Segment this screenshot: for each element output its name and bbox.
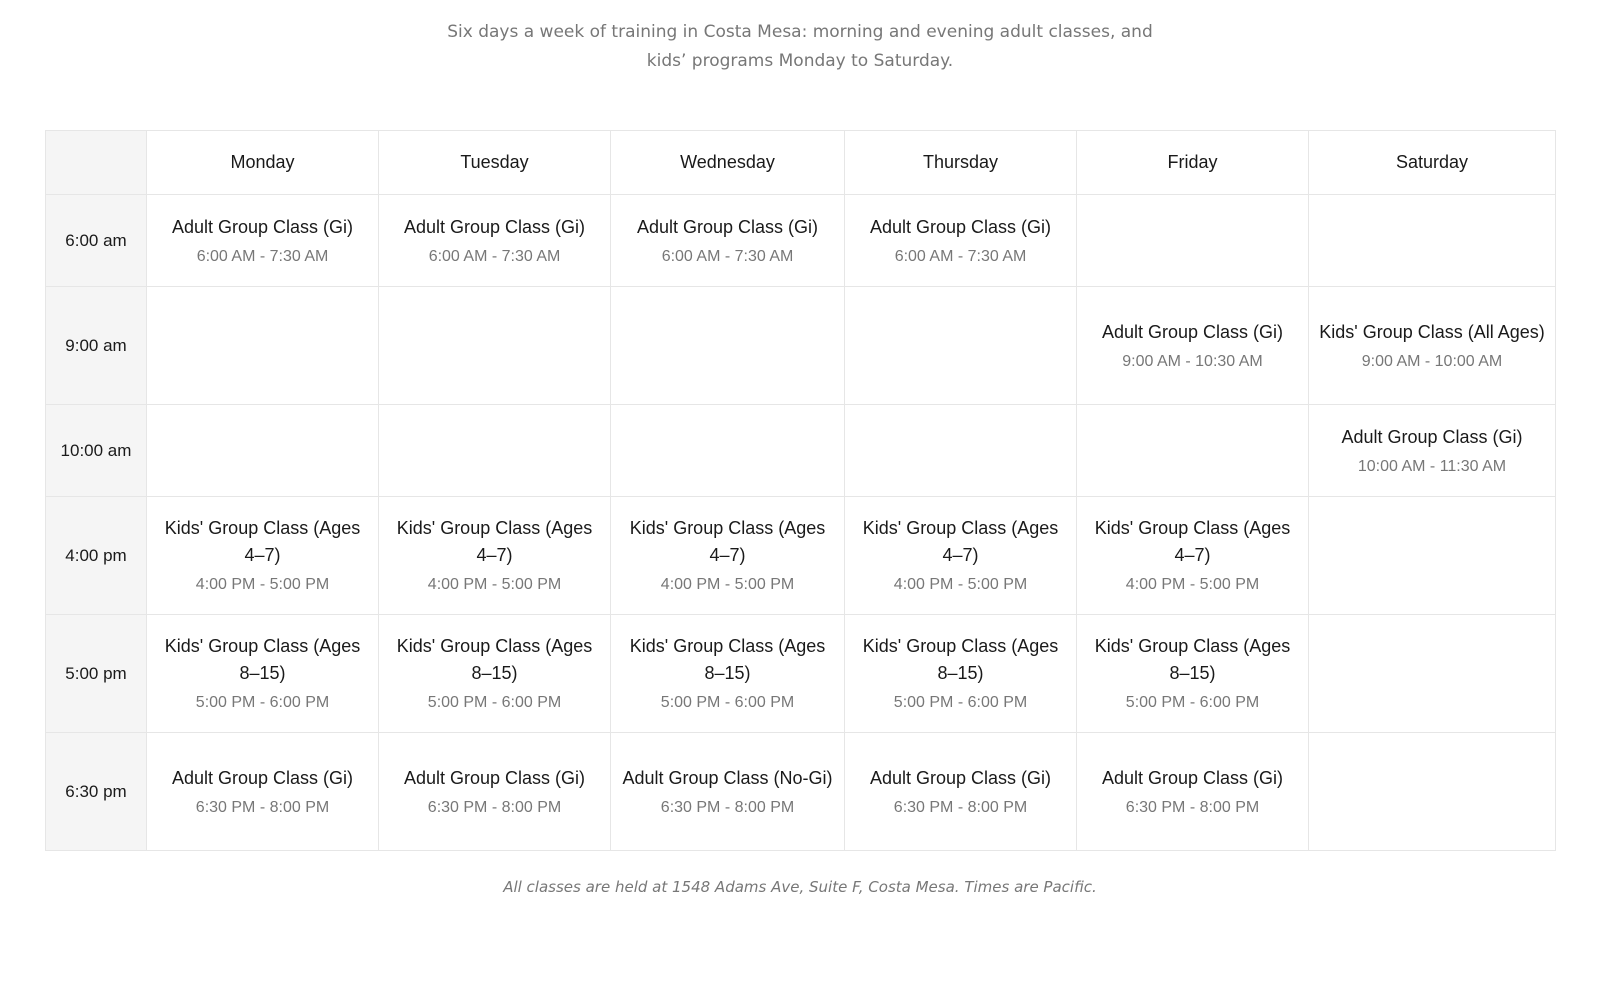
class-cell — [379, 195, 611, 287]
class-name: Adult Group Class (Gi) — [1341, 426, 1523, 447]
corner-cell — [46, 131, 147, 195]
class-time: 6:30 PM - 8:00 PM — [660, 798, 795, 816]
time-slot-label: 6:30 pm — [46, 733, 147, 851]
class-time: 4:00 PM - 5:00 PM — [1125, 576, 1260, 593]
class-time: 4:00 PM - 5:00 PM — [427, 576, 562, 593]
time-row — [46, 195, 1556, 287]
class-name: Adult Group Class (Gi) — [403, 216, 586, 237]
class-schedule-table — [45, 130, 1556, 851]
class-cell — [845, 195, 1077, 287]
time-row — [46, 497, 1556, 615]
class-name: Adult Group Class (Gi) — [869, 216, 1052, 237]
class-time: 5:00 PM - 6:00 PM — [427, 694, 562, 711]
day-header-thursday: Thursday — [845, 131, 1077, 195]
class-cell — [611, 733, 845, 851]
time-row — [46, 615, 1556, 733]
class-time: 9:00 AM - 10:00 AM — [1361, 352, 1503, 370]
class-time: 6:00 AM - 7:30 AM — [196, 247, 329, 265]
class-cell — [845, 615, 1077, 733]
class-name: Adult Group Class (No-Gi) — [622, 767, 833, 788]
day-header-row — [46, 131, 1556, 195]
class-name: Kids' Group Class (Ages 8–15) — [629, 636, 826, 683]
empty-cell — [147, 405, 379, 497]
day-header-saturday: Saturday — [1309, 131, 1556, 195]
time-row — [46, 733, 1556, 851]
day-header-wednesday: Wednesday — [611, 131, 845, 195]
class-time: 6:00 AM - 7:30 AM — [661, 247, 794, 265]
empty-cell — [1309, 195, 1556, 287]
class-name: Kids' Group Class (Ages 8–15) — [396, 636, 593, 683]
class-name: Adult Group Class (Gi) — [1101, 321, 1284, 342]
class-cell — [611, 497, 845, 615]
class-time: 6:30 PM - 8:00 PM — [427, 798, 562, 816]
class-name: Adult Group Class (Gi) — [636, 216, 819, 237]
class-cell — [147, 195, 379, 287]
class-name: Adult Group Class (Gi) — [171, 767, 354, 788]
class-cell — [379, 615, 611, 733]
empty-cell — [379, 405, 611, 497]
class-name: Adult Group Class (Gi) — [869, 767, 1052, 788]
class-cell — [379, 733, 611, 851]
empty-cell — [1077, 195, 1309, 287]
class-name: Kids' Group Class (Ages 4–7) — [629, 518, 826, 565]
intro-line-1: Six days a week of training in Costa Mesa: morning and evening adult classes, and — [447, 22, 1153, 42]
class-time: 6:30 PM - 8:00 PM — [1125, 798, 1260, 816]
schedule-footnote: All classes are held at 1548 Adams Ave, Suite F, Costa Mesa. Times are Pacific. — [503, 878, 1097, 896]
class-time: 5:00 PM - 6:00 PM — [660, 694, 795, 711]
class-name: Kids' Group Class (Ages 4–7) — [164, 518, 361, 565]
empty-cell — [845, 287, 1077, 405]
empty-cell — [1309, 497, 1556, 615]
class-name: Adult Group Class (Gi) — [1101, 767, 1284, 788]
day-header-monday: Monday — [147, 131, 379, 195]
empty-cell — [611, 287, 845, 405]
class-cell — [1077, 287, 1309, 405]
empty-cell — [1309, 733, 1556, 851]
class-time: 6:00 AM - 7:30 AM — [428, 247, 561, 265]
time-slot-label: 6:00 am — [46, 195, 147, 287]
day-header-friday: Friday — [1077, 131, 1309, 195]
empty-cell — [1077, 405, 1309, 497]
class-cell — [147, 733, 379, 851]
class-cell — [845, 497, 1077, 615]
intro-line-2: kids’ programs Monday to Saturday. — [646, 51, 954, 71]
schedule-intro — [0, 18, 1600, 76]
time-slot-label: 5:00 pm — [46, 615, 147, 733]
empty-cell — [611, 405, 845, 497]
class-name: Kids' Group Class (Ages 8–15) — [862, 636, 1059, 683]
class-time: 4:00 PM - 5:00 PM — [195, 576, 330, 593]
class-name: Kids' Group Class (Ages 8–15) — [164, 636, 361, 683]
time-slot-label: 9:00 am — [46, 287, 147, 405]
class-name: Kids' Group Class (Ages 8–15) — [1094, 636, 1291, 683]
time-slot-label: 4:00 pm — [46, 497, 147, 615]
class-cell — [147, 615, 379, 733]
empty-cell — [845, 405, 1077, 497]
time-row — [46, 405, 1556, 497]
class-cell — [379, 497, 611, 615]
class-cell — [1077, 733, 1309, 851]
class-time: 5:00 PM - 6:00 PM — [195, 694, 330, 711]
class-name: Adult Group Class (Gi) — [403, 767, 586, 788]
day-header-tuesday: Tuesday — [379, 131, 611, 195]
class-cell — [611, 615, 845, 733]
class-name: Kids' Group Class (Ages 4–7) — [862, 518, 1059, 565]
empty-cell — [147, 287, 379, 405]
class-name: Adult Group Class (Gi) — [171, 216, 354, 237]
class-time: 6:30 PM - 8:00 PM — [195, 798, 330, 816]
class-time: 6:30 PM - 8:00 PM — [893, 798, 1028, 816]
empty-cell — [379, 287, 611, 405]
class-name: Kids' Group Class (Ages 4–7) — [1094, 518, 1291, 565]
class-time: 10:00 AM - 11:30 AM — [1357, 457, 1507, 475]
class-name: Kids' Group Class (All Ages) — [1319, 321, 1545, 342]
class-time: 9:00 AM - 10:30 AM — [1122, 352, 1263, 370]
class-time: 4:00 PM - 5:00 PM — [660, 576, 795, 593]
class-time: 4:00 PM - 5:00 PM — [893, 576, 1028, 593]
class-cell — [1077, 497, 1309, 615]
time-row — [46, 287, 1556, 405]
class-cell — [147, 497, 379, 615]
class-time: 5:00 PM - 6:00 PM — [1125, 694, 1260, 711]
class-name: Kids' Group Class (Ages 4–7) — [396, 518, 593, 565]
empty-cell — [1309, 615, 1556, 733]
class-cell — [1077, 615, 1309, 733]
class-cell — [1309, 405, 1556, 497]
class-time: 6:00 AM - 7:30 AM — [894, 247, 1027, 265]
time-slot-label: 10:00 am — [46, 405, 147, 497]
class-cell — [611, 195, 845, 287]
class-time: 5:00 PM - 6:00 PM — [893, 694, 1028, 711]
class-cell — [845, 733, 1077, 851]
class-cell — [1309, 287, 1556, 405]
